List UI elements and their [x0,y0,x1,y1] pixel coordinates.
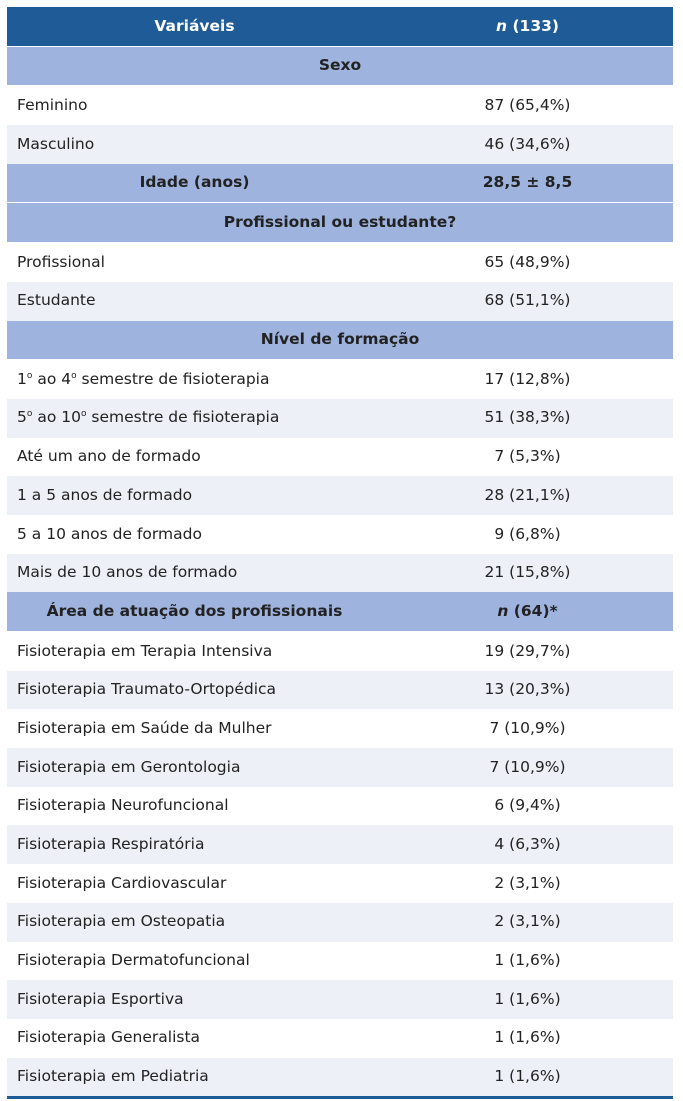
header-n [382,7,673,46]
section-area [7,592,673,631]
row-label: Fisioterapia em Terapia Intensiva [7,632,382,671]
row-value: 87 (65,4%) [382,86,673,125]
row-label: 5$^o$ ao 10$^o$ semestre de fisioterapia [7,399,382,438]
row-value: 7 (10,9%) [382,709,673,748]
header-n-italic: n [496,16,508,35]
table-row [7,554,673,593]
header-n-count: (133) [507,16,559,35]
row-value: 1 (1,6%) [382,942,673,981]
row-label: Fisioterapia em Gerontologia [7,748,382,787]
table-row [7,825,673,864]
row-label: Fisioterapia Neurofuncional [7,787,382,826]
table-row [7,1058,673,1098]
row-value: 6 (9,4%) [382,787,673,826]
row-label: Fisioterapia Dermatofuncional [7,942,382,981]
row-value: 7 (10,9%) [382,748,673,787]
table-row [7,980,673,1019]
row-value: 51 (38,3%) [382,399,673,438]
table-row [7,399,673,438]
section-formacao [7,321,673,360]
row-label: 5 a 10 anos de formado [7,515,382,554]
row-value: 1 (1,6%) [382,1058,673,1098]
row-value: 2 (3,1%) [382,903,673,942]
table-row [7,748,673,787]
area-n-count: (64)* [508,601,558,620]
section-sexo [7,46,673,86]
table-row [7,438,673,477]
idade-value: 28,5 ± 8,5 [382,164,673,203]
row-value: 7 (5,3%) [382,438,673,477]
row-label: Fisioterapia Respiratória [7,825,382,864]
row-value: 1 (1,6%) [382,1019,673,1058]
row-label: 1 a 5 anos de formado [7,476,382,515]
row-label: Masculino [7,125,382,164]
row-value: 17 (12,8%) [382,360,673,399]
row-label: Até um ano de formado [7,438,382,477]
row-value: 19 (29,7%) [382,632,673,671]
table-row [7,942,673,981]
row-label: Fisioterapia em Pediatria [7,1058,382,1098]
row-label: Fisioterapia Traumato-Ortopédica [7,671,382,710]
row-label: Feminino [7,86,382,125]
row-value: 21 (15,8%) [382,554,673,593]
row-label: Fisioterapia Generalista [7,1019,382,1058]
section-title: Sexo [7,46,673,86]
row-label: Mais de 10 anos de formado [7,554,382,593]
table-header-row [7,7,673,46]
area-n-italic: n [497,601,509,620]
row-label: 1$^o$ ao 4$^o$ semestre de fisioterapia [7,360,382,399]
table-row [7,1019,673,1058]
row-label: Fisioterapia Cardiovascular [7,864,382,903]
section-title: Profissional ou estudante? [7,203,673,243]
table-row [7,86,673,125]
table-row [7,864,673,903]
table-row [7,243,673,282]
section-idade [7,164,673,203]
row-label: Estudante [7,282,382,321]
row-value: 46 (34,6%) [382,125,673,164]
row-label: Fisioterapia Esportiva [7,980,382,1019]
row-value: 28 (21,1%) [382,476,673,515]
row-label: Fisioterapia em Osteopatia [7,903,382,942]
section-profissional [7,203,673,243]
row-value: 68 (51,1%) [382,282,673,321]
area-n [382,592,673,631]
row-value: 1 (1,6%) [382,980,673,1019]
table-row [7,125,673,164]
row-label: Fisioterapia em Saúde da Mulher [7,709,382,748]
table-row [7,476,673,515]
table-row [7,360,673,399]
table-row [7,632,673,671]
row-value: 4 (6,3%) [382,825,673,864]
table-row [7,787,673,826]
area-title: Área de atuação dos profissionais [7,592,382,631]
table-row [7,282,673,321]
row-value: 2 (3,1%) [382,864,673,903]
header-variaveis: Variáveis [7,7,382,46]
row-value: 9 (6,8%) [382,515,673,554]
table-row [7,709,673,748]
section-title: Nível de formação [7,321,673,360]
table-row [7,515,673,554]
data-table [7,7,673,1099]
table-row [7,671,673,710]
row-value: 65 (48,9%) [382,243,673,282]
idade-label: Idade (anos) [7,164,382,203]
table-row [7,903,673,942]
row-value: 13 (20,3%) [382,671,673,710]
row-label: Profissional [7,243,382,282]
